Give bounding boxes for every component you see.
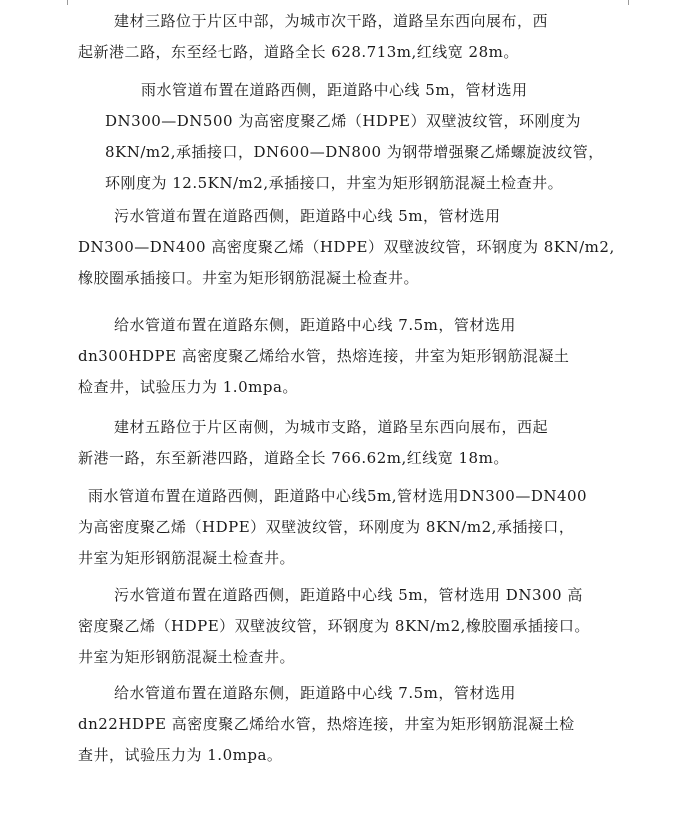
paragraph-jiancai-5-road	[78, 412, 548, 474]
paragraph-water-supply-pipe-2	[78, 678, 575, 771]
text-line: 建材三路位于片区中部，为城市次干路，道路呈东西向展布，西	[114, 12, 549, 30]
text-line: 新港一路，东至新港四路，道路全长 766.62m,红线宽 18m。	[78, 449, 509, 467]
text-line: 环刚度为 12.5KN/m2,承插接口，井室为矩形钢筋混凝土检查井。	[105, 174, 564, 192]
text-line: 起新港二路，东至经七路，道路全长 628.713m,红线宽 28m。	[78, 43, 519, 61]
text-line: 污水管道布置在道路西侧，距道路中心线 5m，管材选用 DN300 高	[114, 586, 583, 604]
paragraph-water-supply-pipe-1	[78, 310, 569, 403]
paragraph-rainwater-pipe-1	[105, 75, 604, 199]
text-line: 污水管道布置在道路西侧，距道路中心线 5m，管材选用	[114, 207, 501, 225]
text-line: dn22HDPE 高密度聚乙烯给水管，热熔连接，井室为矩形钢筋混凝土检	[78, 715, 575, 733]
text-line: 8KN/m2,承插接口，DN600—DN800 为钢带增强聚乙烯螺旋波纹管，	[105, 143, 604, 161]
text-line: DN300—DN500 为高密度聚乙烯（HDPE）双壁波纹管，环刚度为	[105, 112, 581, 130]
text-line: 给水管道布置在道路东侧，距道路中心线 7.5m，管材选用	[114, 684, 516, 702]
text-line: 密度聚乙烯（HDPE）双壁波纹管，环钢度为 8KN/m2,橡胶圈承插接口。	[78, 617, 590, 635]
text-line: 查井，试验压力为 1.0mpa。	[78, 746, 283, 764]
text-line: 雨水管道布置在道路西侧，距道路中心线5m,管材选用DN300—DN400	[88, 487, 588, 505]
paragraph-rainwater-pipe-2	[78, 481, 587, 574]
paragraph-sewage-pipe-1	[78, 201, 615, 294]
paragraph-sewage-pipe-2	[78, 580, 590, 673]
text-line: 为高密度聚乙烯（HDPE）双壁波纹管，环刚度为 8KN/m2,承插接口，	[78, 518, 575, 536]
text-line: 检查井，试验压力为 1.0mpa。	[78, 378, 298, 396]
text-line: 给水管道布置在道路东侧，距道路中心线 7.5m，管材选用	[114, 316, 516, 334]
text-line: dn300HDPE 高密度聚乙烯给水管，热熔连接，井室为矩形钢筋混凝土	[78, 347, 570, 365]
text-line: 橡胶圈承插接口。井室为矩形钢筋混凝土检查井。	[78, 269, 420, 287]
text-line: 井室为矩形钢筋混凝土检查井。	[78, 549, 296, 567]
text-line: DN300—DN400 高密度聚乙烯（HDPE）双壁波纹管，环钢度为 8KN/m2,	[78, 238, 615, 256]
text-line: 雨水管道布置在道路西侧，距道路中心线 5m，管材选用	[141, 81, 528, 99]
text-line: 井室为矩形钢筋混凝土检查井。	[78, 648, 296, 666]
paragraph-jiancai-3-road	[78, 6, 548, 68]
text-line: 建材五路位于片区南侧，为城市支路，道路呈东西向展布，西起	[114, 418, 549, 436]
